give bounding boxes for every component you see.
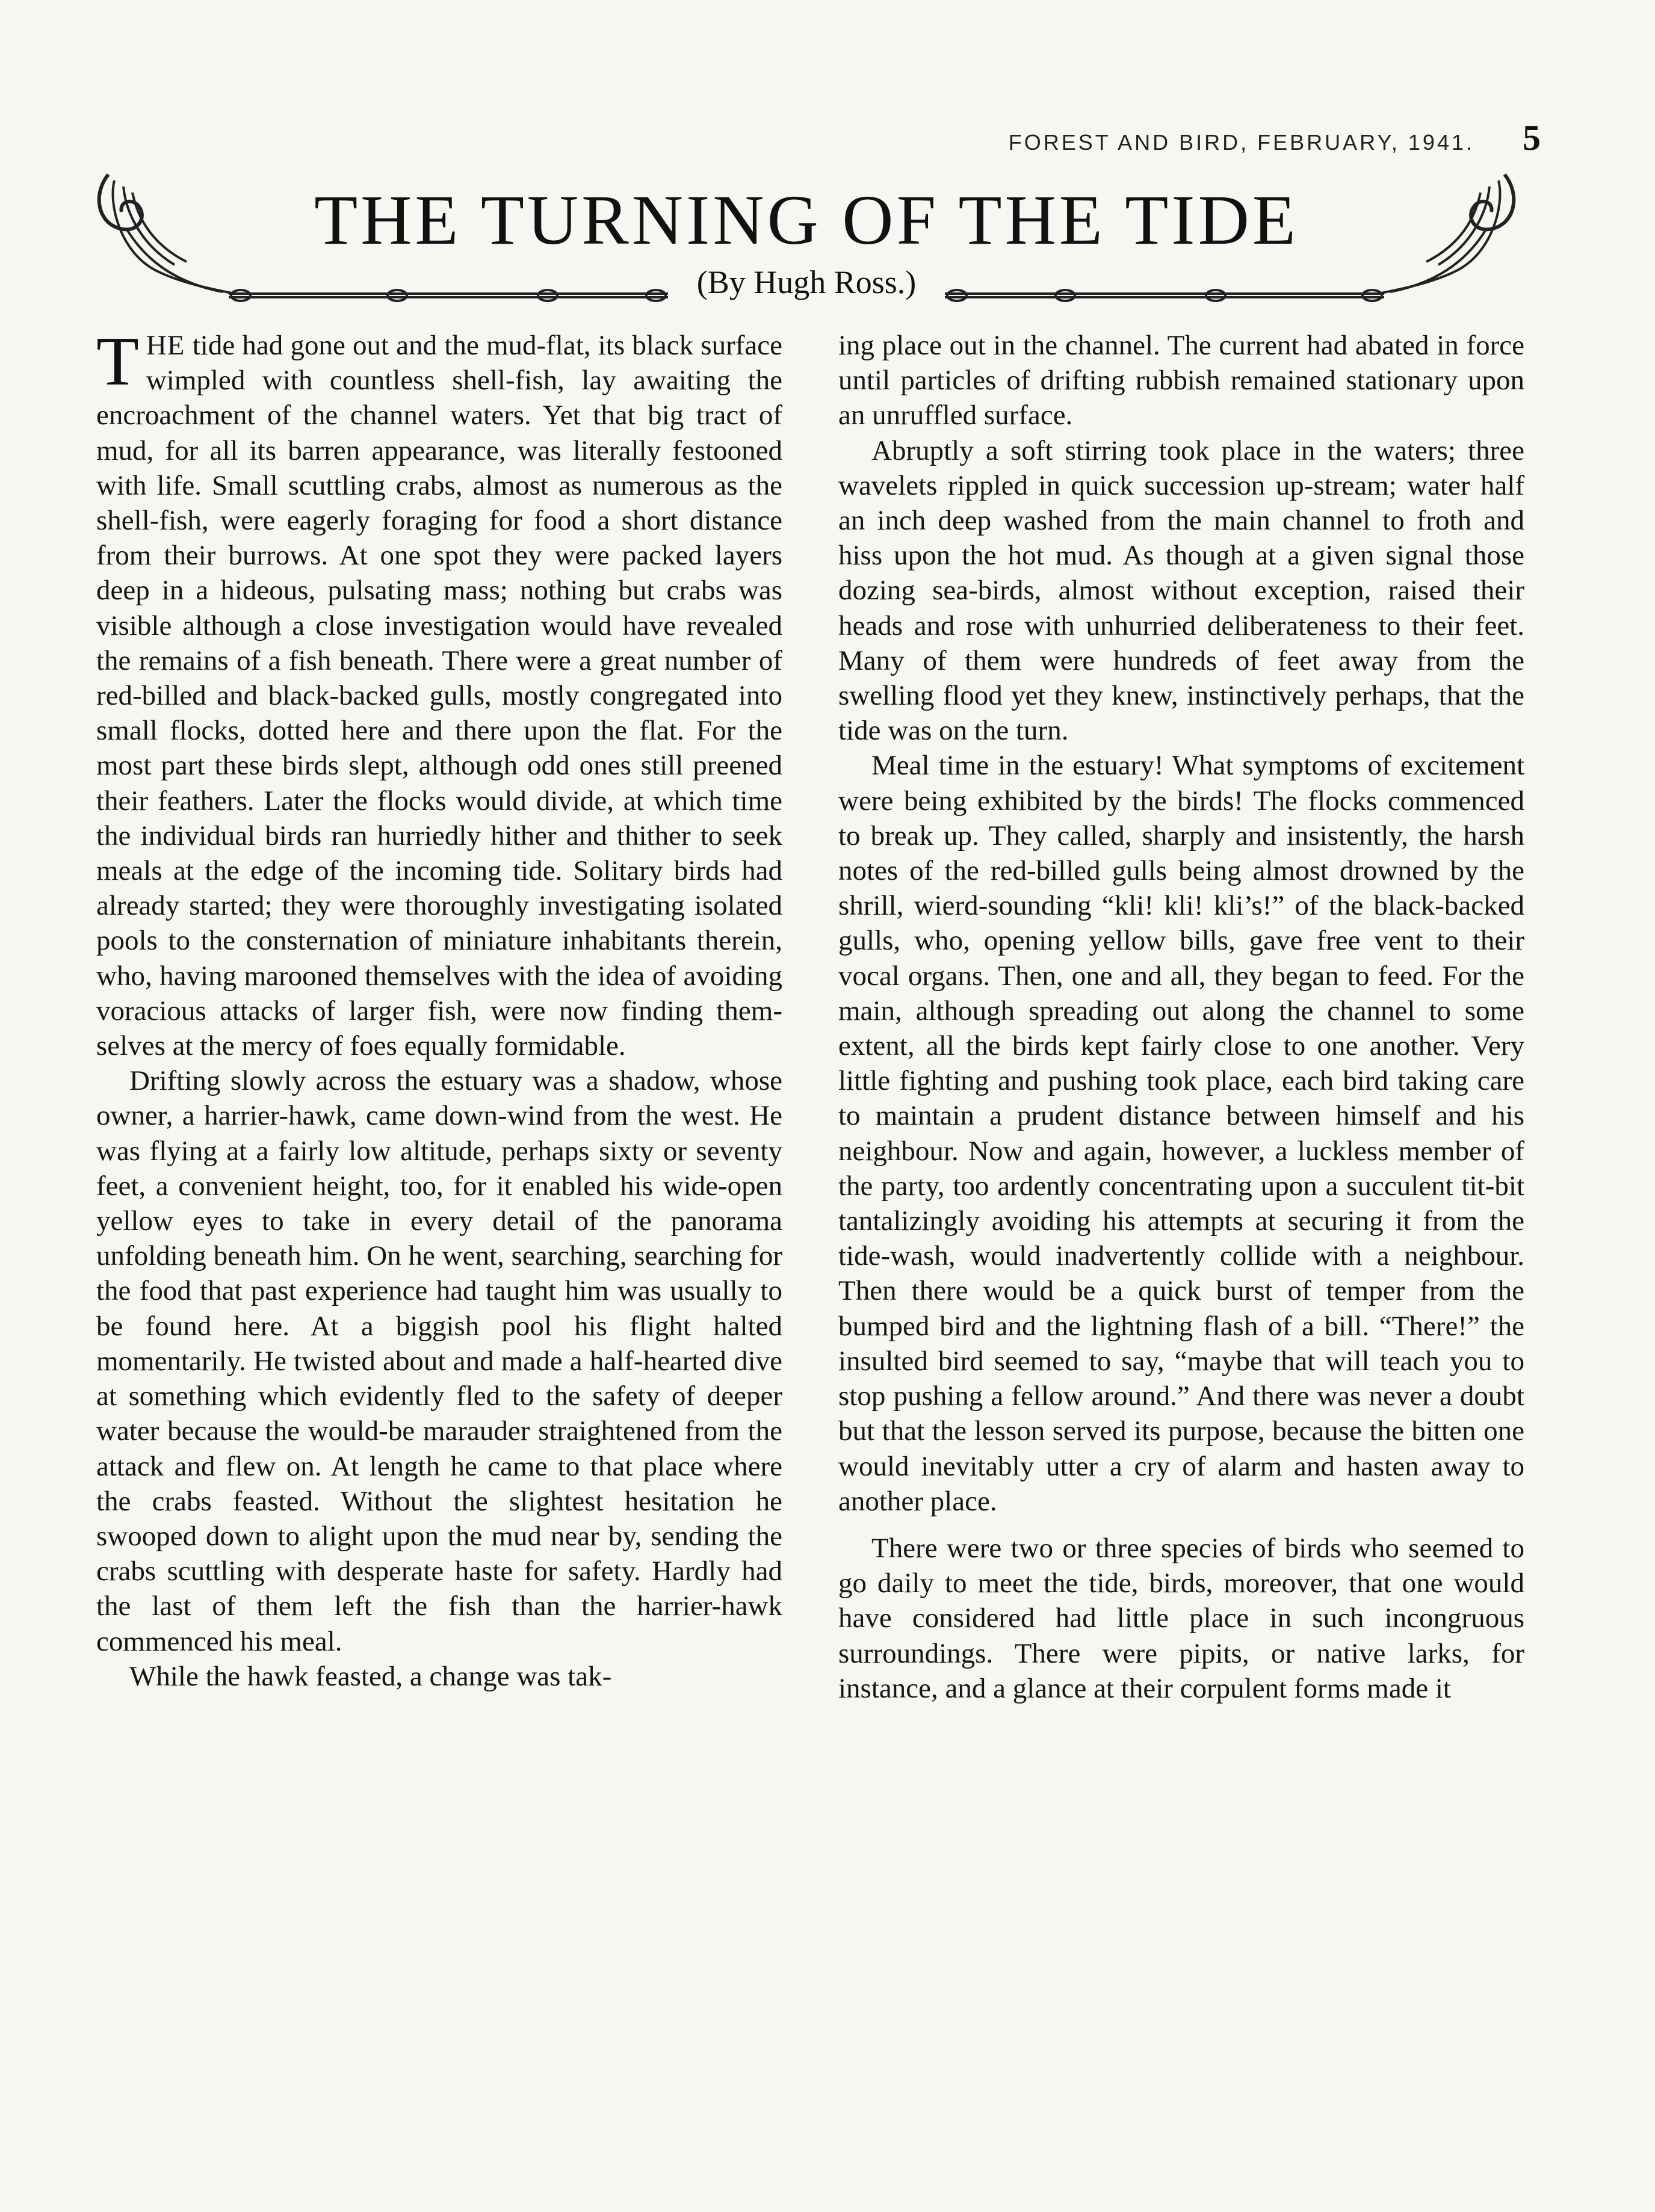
paragraph: Meal time in the estuary! What symptoms of excitement were being exhibited by the birds! The flocks commenced to break up. They called, sharply and insistently, the harsh notes of the red-billed gulls being almost drowned by the shrill, wierd-sounding “kli! kli! kli’s!” of the black-backed gulls, who, opening yellow bills, gave free vent to their vocal organs. Then, one and all, they began to feed. For the main, although spreading out along the channel to some extent, all the birds kept fairly close to one another. Very little fighting and pushing took place, each bird taking care to maintain a prudent distance between himself and his neighbour. Now and again, however, a luckless member of the party, too ardently concentrating upon a succulent tit-bit tantalizingly avoiding his attempts at securing it from the tide-wash, would inadvertently collide with a neighbour. Then there would be a quick burst of temper from the bumped bird and the lightning flash of a bill. “There!” the insulted bird seemed to say, “maybe that will teach you to stop pushing a fellow around.” And there was never a doubt but that the lesson served its purpose, because the bitten one would inevitably utter a cry of alarm and hasten away to another place. — [838, 750, 1524, 1517]
paragraph — [96, 323, 782, 1063]
publication-line: FOREST AND BIRD, FEBRUARY, 1941. — [1008, 130, 1474, 155]
byline — [90, 264, 1523, 301]
article-title: THE TURNING OF THE TIDE — [314, 181, 1299, 259]
drop-cap-rest: HE — [146, 330, 185, 361]
page-number: 5 — [1523, 118, 1541, 158]
paragraph: Drifting slowly across the estuary was a shadow, whose owner, a harrier-hawk, came down-wind from the west. He was flying at a fairly low altitude, perhaps sixty or seventy feet, a convenient height, too, for it enabled his wide-open yellow eyes to take in every detail of the panorama unfolding beneath him. On he went, searching, searching for the food that past experience had taught him was usually to be found here. At a biggish pool his flight halted momentarily. He twisted about and made a half-hearted dive at something which evidently fled to the safety of deeper water because the would-be marauder straightened from the attack and flew on. At length he came to that place where the crabs feasted. Without the slightest hesitation he swooped down to alight upon the mud near by, sending the crabs scuttling with desperate haste for safety. Hardly had the last of them left the fish than the harrier-hawk commenced his meal. — [96, 1065, 782, 1657]
paragraph: ing place out in the channel. The current had abated in force until particles of drifting rubbish remained stationary upon an unruffled surface. — [838, 330, 1524, 431]
paragraph: Abruptly a soft stirring took place in the waters; three wavelets rippled in quick succession up-stream; water half an inch deep washed from the main channel to froth and hiss upon the hot mud. As though at a given signal those dozing sea-birds, almost without exception, raised their heads and rose with unhurried deliberateness to their feet. Many of them were hundreds of feet away from the swelling flood yet they knew, instinctively perhaps, that the tide was on the turn. — [838, 434, 1524, 747]
paragraph: While the hawk feasted, a change was tak- — [129, 1660, 612, 1692]
left-column — [96, 323, 782, 2031]
paragraph: There were two or three species of birds who seemed to go daily to meet the tide, birds, moreover, that one would have considered had little place in such incongruous surroundings. There were pipits, or native larks, for instance, and a glance at their corpulent forms made it — [838, 1532, 1524, 1704]
title-block — [90, 168, 1523, 319]
paragraph-text: tide had gone out and the mud-flat, its black surface wimpled with countless shell-fish, lay awaiting the encroachment of the channel waters. Yet that big tract of mud, for all its barren appearance, was literally festooned with life. Small scuttling crabs, almost as numerous as the shell-fish, were eagerly foraging for food a short distance from their burrows. At one spot they were packed layers deep in a hideous, pulsating mass; nothing but crabs was visible although a close investigation would have revealed the remains of a fish beneath. There were a great number of red-billed and black-backed gulls, mostly congregated into small flocks, dotted here and there upon the flat. For the most part these birds slept, although odd ones still preened their feathers. Later the flocks would divide, at which time the individual birds ran hurriedly hither and thither to seek meals at the edge of the incoming tide. Solitary birds had already started; they were thoroughly investigating isolated pools to the consternation of miniature inhabitants therein, who, having marooned themselves with the idea of avoiding voracious attacks of larger fish, were now finding themselves at the mercy of foes equally formidable. — [96, 330, 782, 1062]
right-column — [838, 328, 1524, 2031]
drop-cap: T — [96, 323, 139, 400]
running-header — [1009, 117, 1541, 159]
byline-text: (By Hugh Ross.) — [688, 264, 925, 300]
